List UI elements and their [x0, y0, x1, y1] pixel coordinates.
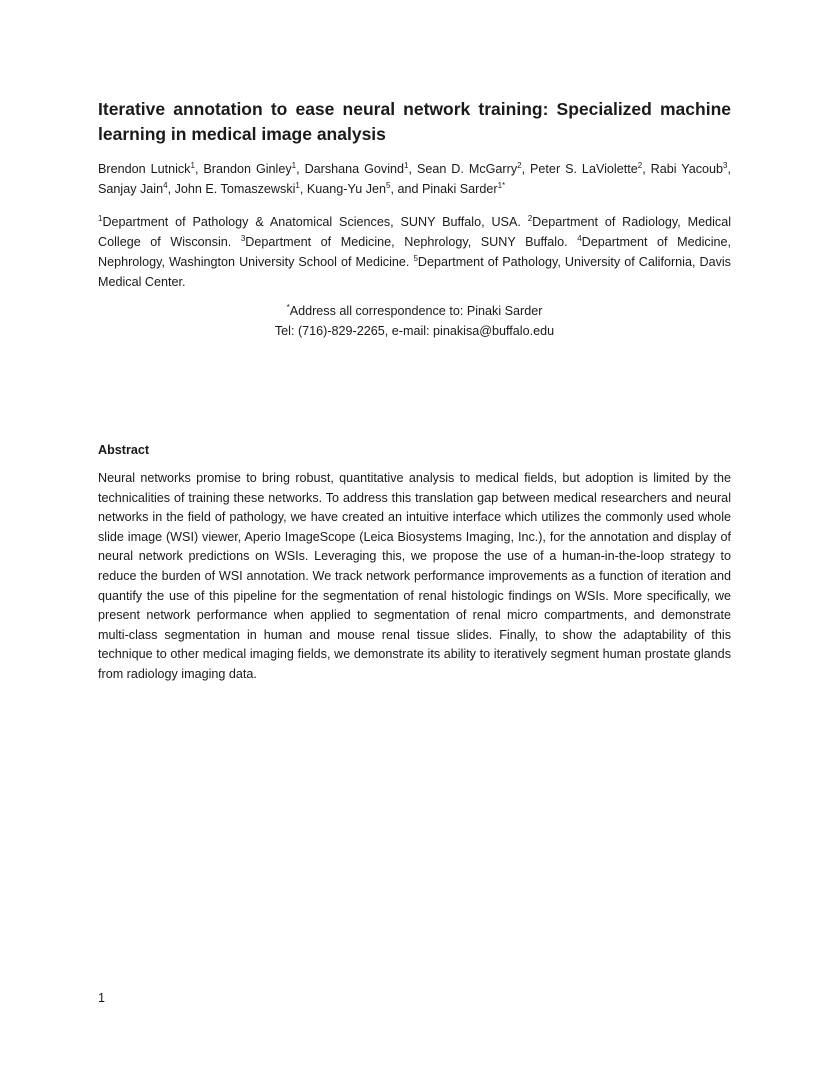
correspondence-block — [98, 301, 731, 341]
author-name: Brendon Lutnick — [98, 162, 191, 176]
author-name: Kuang-Yu Jen — [306, 182, 386, 196]
affiliation-text: Department of Radiology, Medical College of Wisconsin. — [98, 215, 732, 249]
affiliation-marker: 4 — [577, 233, 582, 243]
author-name: Peter S. LaViolette — [530, 162, 638, 176]
author-affiliation-marker: 4 — [163, 180, 168, 190]
author-list — [98, 159, 731, 199]
affiliation-text: Department of Pathology & Anatomical Sciences, SUNY Buffalo, USA. — [102, 215, 528, 229]
author-affiliation-marker: 1 — [190, 160, 195, 170]
author-separator: , — [299, 182, 307, 196]
author-affiliation-marker: 1 — [404, 160, 409, 170]
author-affiliation-marker: 1* — [497, 180, 506, 190]
author-separator: , — [296, 162, 305, 176]
correspondence-line-1: *Address all correspondence to: Pinaki Sarder — [286, 302, 543, 318]
affiliation-marker: 2 — [527, 213, 533, 223]
affiliation-marker: 5 — [413, 253, 418, 263]
author-separator: , — [642, 162, 651, 176]
paper-title: Iterative annotation to ease neural network training: Specialized machine learning in medical image analysis — [98, 99, 731, 144]
author-name: John E. Tomaszewski — [174, 182, 296, 196]
abstract-heading: Abstract — [98, 443, 150, 457]
paper-header — [98, 97, 731, 341]
affiliation-marker: 3 — [240, 233, 246, 243]
affiliation-list — [98, 212, 731, 292]
correspondence-marker: * — [286, 302, 290, 312]
author-name: Sanjay Jain — [98, 182, 164, 196]
author-name: Darshana Govind — [304, 162, 405, 176]
author-affiliation-marker: 1 — [295, 180, 300, 190]
author-name: Rabi Yacoub — [650, 162, 724, 176]
author-name: Pinaki Sarder — [421, 182, 498, 196]
affiliation-marker: 1 — [98, 213, 103, 223]
author-affiliation-marker: 2 — [637, 160, 643, 170]
author-name: Brandon Ginley — [203, 162, 292, 176]
author-separator: , — [194, 162, 204, 176]
author-affiliation-marker: 3 — [723, 160, 728, 170]
author-name: Sean D. McGarry — [416, 162, 518, 176]
page-number: 1 — [98, 991, 106, 1005]
author-affiliation-marker: 2 — [517, 160, 522, 170]
author-separator: , — [727, 162, 731, 176]
abstract-text: Neural networks promise to bring robust, quantitative analysis to medical fields, but adoption is limited by the technicalities of training these networks. To address this translation gap between medical researchers and neural networks in the field of pathology, we have created an intuitive interface which utilizes the commonly used whole slide image (WSI) viewer, Aperio ImageScope (Leica Biosystems Imaging, Inc.), for the annotation and display of neural network predictions on WSIs. Leveraging this, we propose the use of a human-in-the-loop strategy to reduce the burden of WSI annotation. We track network performance improvements as a function of iteration and quantify the use of this pipeline for the segmentation of renal histologic findings on WSIs. More specifically, we present network performance when applied to segmentation of renal micro compartments, and demonstrate multi-class segmentation in human and mouse renal tissue slides. Finally, to show the adaptability of this technique to other medical imaging fields, we demonstrate its ability to iteratively segment human prostate glands from radiology imaging data. — [98, 471, 731, 681]
affiliation-text: Department of Medicine, Nephrology, SUNY Buffalo. — [245, 235, 578, 249]
author-separator: , — [167, 182, 175, 196]
correspondence-line-2: Tel: (716)-829-2265, e-mail: pinakisa@buffalo.edu — [274, 324, 555, 338]
affiliation-text: Department of Pathology, University of California, Davis Medical Center. — [98, 255, 731, 289]
author-separator: , — [521, 162, 531, 176]
author-separator: , and — [390, 182, 422, 196]
author-affiliation-marker: 1 — [291, 160, 297, 170]
author-affiliation-marker: 5 — [386, 180, 391, 190]
author-separator: , — [408, 162, 417, 176]
affiliation-text: Department of Medicine, Nephrology, Washington University School of Medicine. — [98, 235, 732, 269]
